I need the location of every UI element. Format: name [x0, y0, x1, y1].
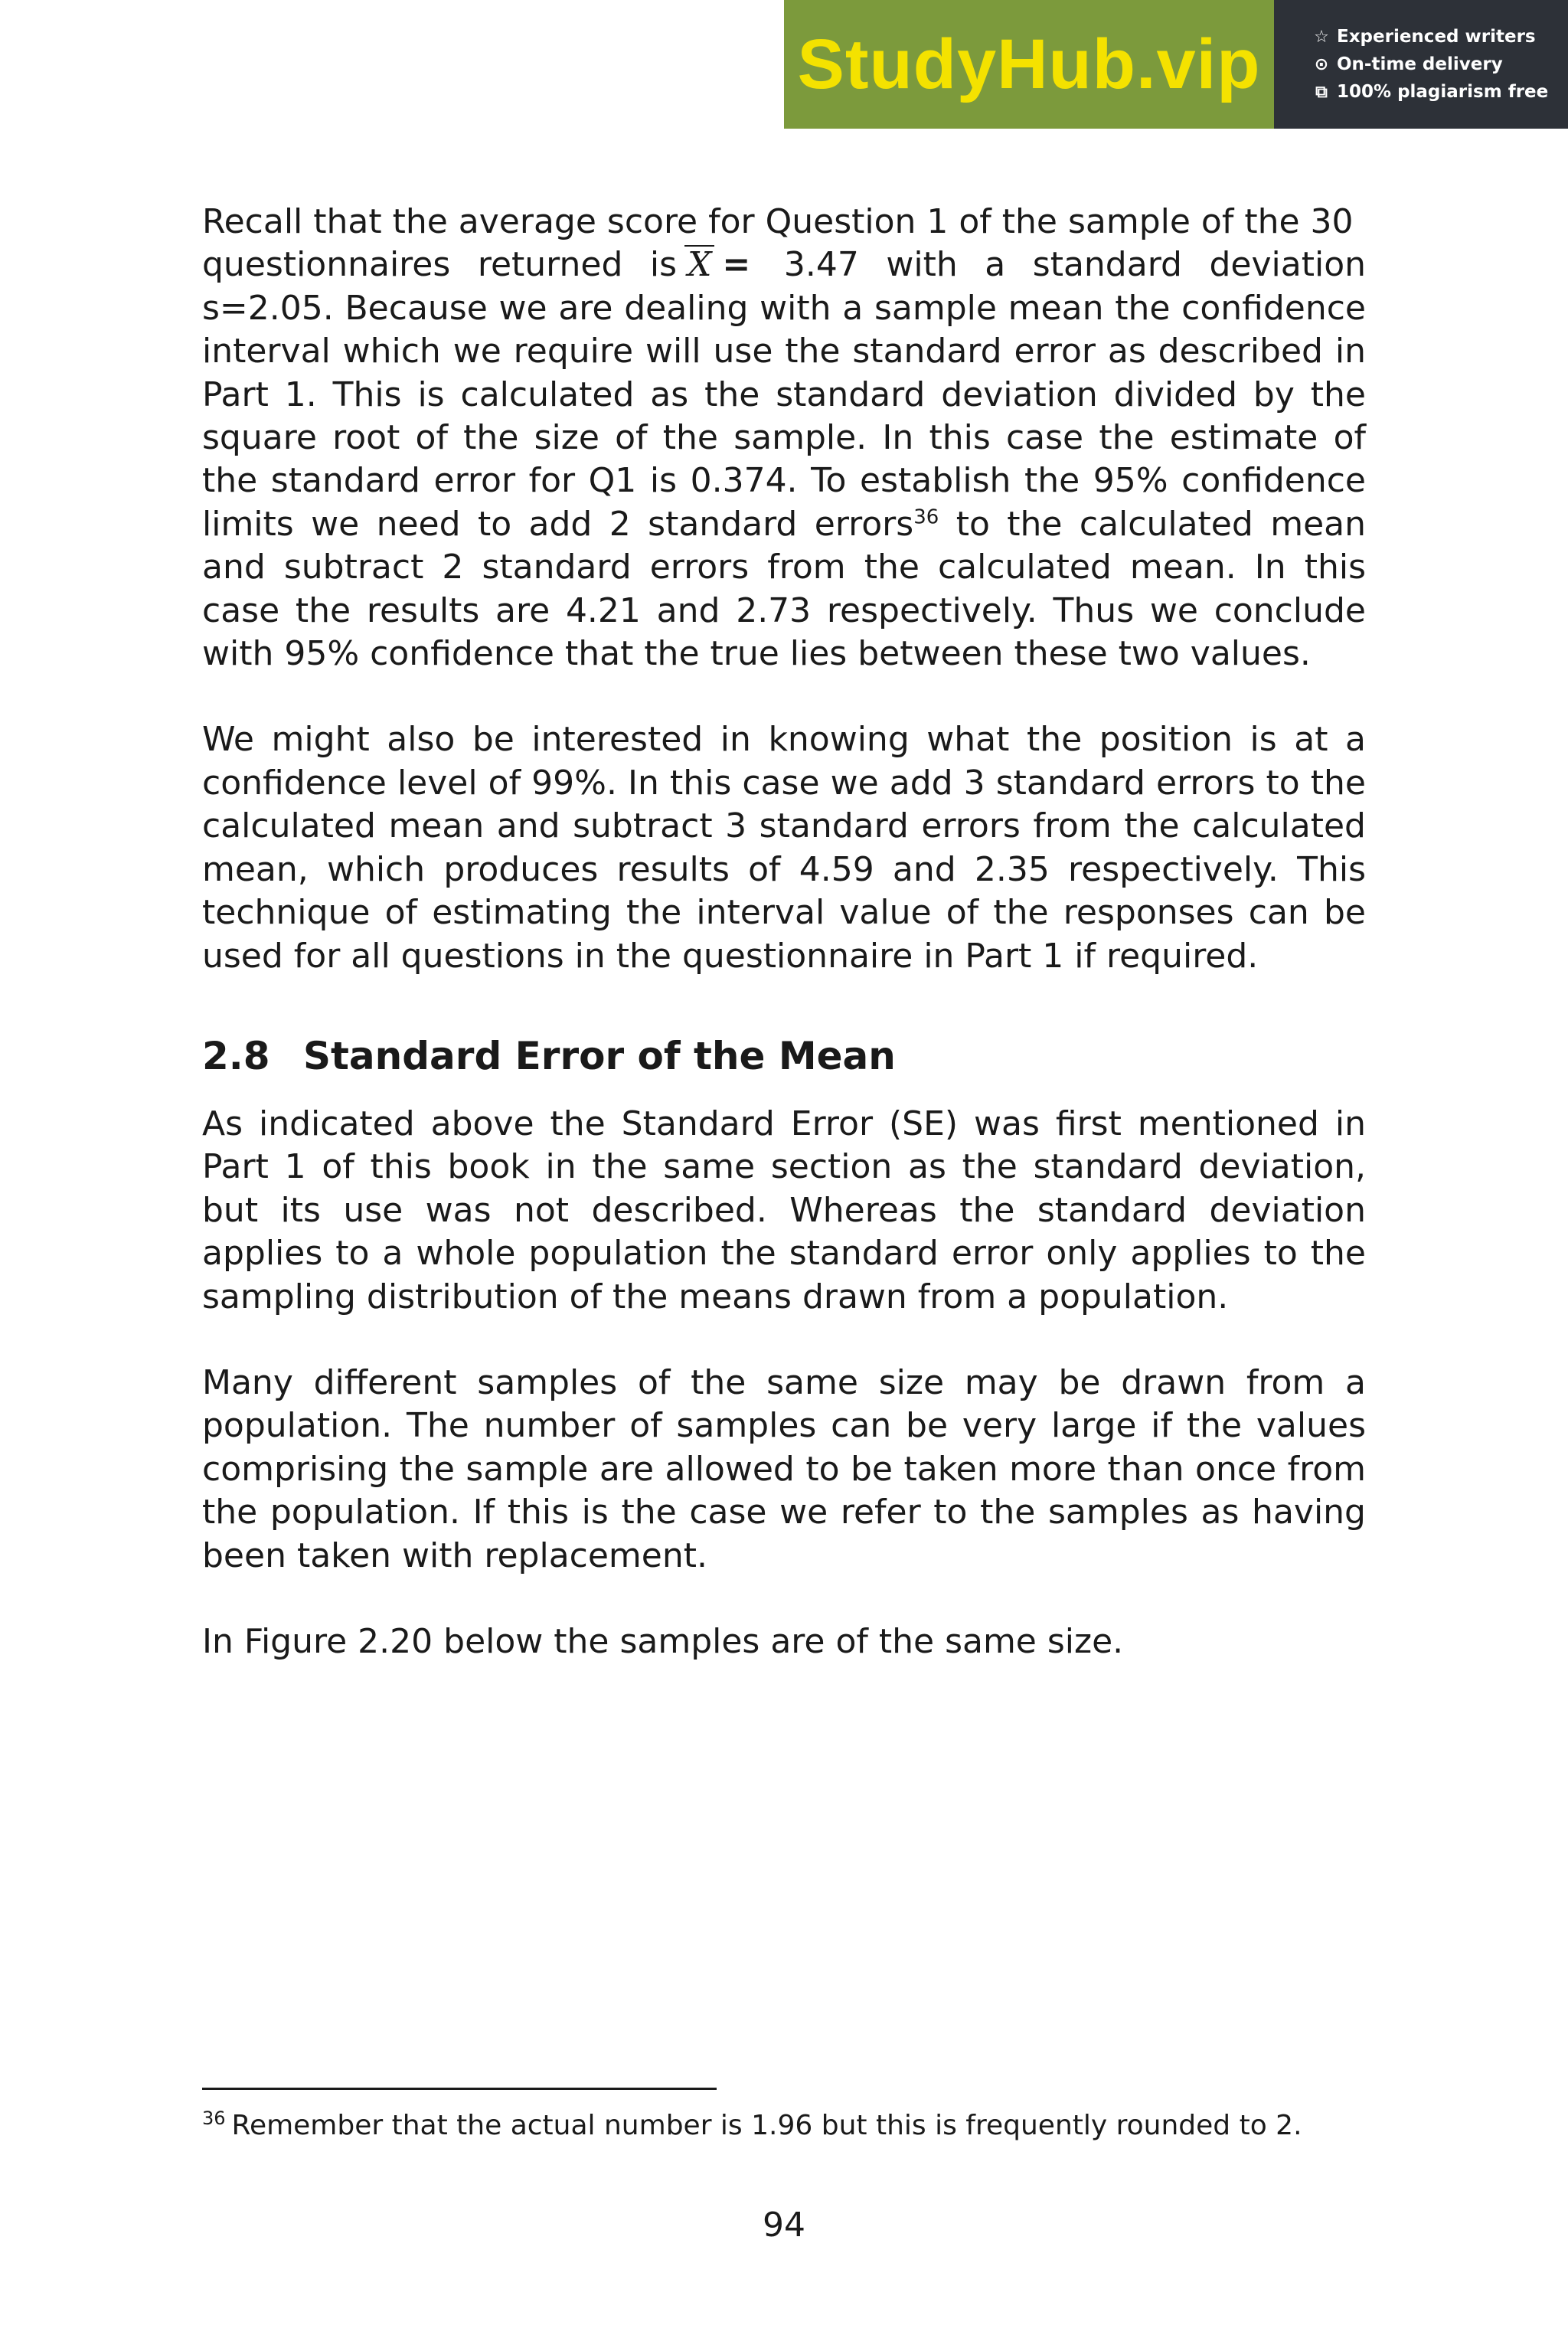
section-number: 2.8 [202, 1034, 270, 1078]
intro-paragraph [202, 201, 1366, 675]
equals-sign: = [722, 245, 751, 285]
footnote-marker: 36 [202, 2108, 226, 2129]
footnote [202, 2108, 1302, 2144]
section-paragraph: Many different samples of the same size may be drawn from a population. The number of samples can be very large if the values comprising the sample are allowed to be taken more than once from the population. If this is the case we refer to the samples as having been taken with replacement. [202, 1363, 1366, 1575]
feature-label: Experienced writers [1337, 27, 1536, 47]
feature-label: On-time delivery [1337, 54, 1503, 74]
feature-label: 100% plagiarism free [1337, 82, 1549, 102]
upper-body [202, 201, 1366, 978]
intro-line-1: Recall that the average score for Question 1 of the sample of the 30 [202, 202, 1354, 241]
feature-list [1274, 0, 1568, 129]
section-paragraph: In Figure 2.20 below the samples are of the same size. [202, 1622, 1124, 1662]
feature-item-plagiarism [1312, 82, 1568, 102]
confidence-99-paragraph: We might also be interested in knowing what the position is at a confidence level of 99%. In this case we add 3 standard errors to the calculated mean and subtract 3 standard errors from the calculated mean, which produces results of 4.59 and 2.35 respectively. This technique of estimating the interval value of the responses can be used for all questions in the questionnaire in Part 1 if required. [202, 720, 1366, 976]
intro-line-2-start: questionnaires returned is [202, 245, 678, 285]
brand-name: StudyHub.vip [797, 25, 1261, 103]
section-paragraph: As indicated above the Standard Error (SE) was first mentioned in Part 1 of this book in the same section as the standard deviation, but its use was not described. Whereas the standard deviation applies to a whole population the standard error only applies to the sampling distribution of the means drawn from a population. [202, 1104, 1366, 1316]
footnote-divider [202, 2088, 717, 2090]
intro-text-a: Because we are dealing with a sample mean the confidence interval which we require will use the standard error as described in Part 1. This is calculated as the standard deviation divided by the square root of the size of the sample. In this case the estimate of the standard error for Q1 is 0.374. To establish the 95% confidence limits we need to add 2 standard errors [202, 288, 1366, 544]
copy-icon: ⧉ [1315, 82, 1328, 102]
sample-mean-symbol: X [684, 245, 714, 282]
footnote-reference[interactable]: 36 [913, 505, 939, 529]
feature-item-delivery [1312, 54, 1568, 74]
footnote-text: Remember that the actual number is 1.96 but this is frequently rounded to 2. [231, 2110, 1302, 2141]
studyhub-banner[interactable] [784, 0, 1568, 129]
feature-item-writers [1312, 27, 1568, 47]
star-icon: ☆ [1314, 27, 1329, 47]
page-number: 94 [763, 2206, 805, 2245]
intro-text-b: to the calculated mean and subtract 2 standard errors from the calculated mean. In this case the results are 4.21 and 2.73 respectively. Thus we conclude with 95% confidence that the true lies between these two values. [202, 504, 1366, 674]
clock-icon: ⊙ [1314, 54, 1329, 74]
brand-logo[interactable] [784, 0, 1274, 129]
section-title: Standard Error of the Mean [303, 1034, 896, 1078]
section-body [202, 1103, 1366, 1663]
section-heading [202, 1034, 896, 1078]
intro-line-2-end: 3.47 with a standard deviation s=2.05. [202, 245, 1366, 328]
